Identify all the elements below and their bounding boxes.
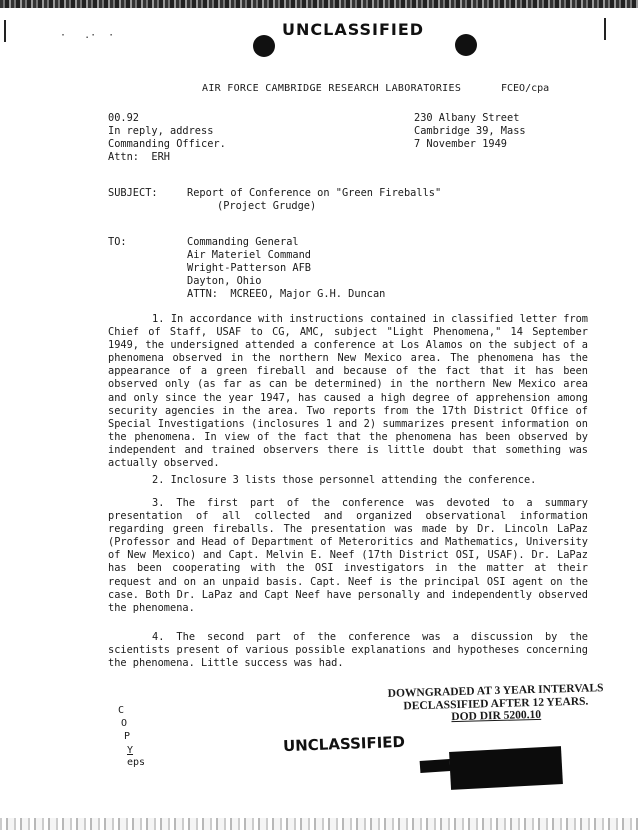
scan-edge-top (0, 0, 638, 8)
addressee-line-2: Air Materiel Command (187, 249, 311, 261)
paragraph-2 (108, 474, 588, 487)
commanding-officer-line: Commanding Officer. (108, 138, 226, 150)
copy-letter-p: P (124, 731, 131, 742)
downgrade-line-3: DOD DIR 5200.10 (451, 708, 542, 724)
scan-mark-right (604, 18, 606, 40)
reply-address-line: In reply, address (108, 125, 214, 137)
paragraph-4 (108, 631, 588, 670)
subject-label: SUBJECT: (108, 187, 158, 199)
redaction-block (449, 746, 563, 790)
addressee-line-4: Dayton, Ohio (187, 275, 262, 287)
downgrade-stamp (388, 682, 605, 725)
punch-hole-right (455, 34, 477, 56)
scan-edge-bottom (0, 818, 638, 830)
attn-line: Attn: ERH (108, 151, 170, 163)
redaction-block-small (420, 759, 451, 773)
paragraph-3 (108, 497, 588, 615)
downgrade-line-2: DECLASSIFIED AFTER 12 YEARS. (403, 695, 589, 712)
to-label: TO: (108, 236, 127, 248)
scan-specks: · .· · (60, 30, 115, 41)
paragraph-1 (108, 313, 588, 470)
paragraph-3-text: 3. The first part of the conference was devoted to a summary presentation of all collected and organized observational information regarding green fireballs. The presentation was made by Dr. Lincoln LaPaz (Professor and Head of Department of Meteroritics and Mathematics, University of New Mexico) and Capt. Melvin E. Neef (17th District OSI, USAF). Dr. LaPaz has been cooperating with the OSI investigators in the matter at their request and on an unpaid basis. Capt. Neef is the principal OSI agent on the case. Both Dr. LaPaz and Capt Neef have personally and independently observed the phenomena. (108, 497, 588, 614)
classification-stamp-bottom: UNCLASSIFIED (282, 732, 406, 756)
copy-letter-o: O (121, 718, 128, 729)
subject-line-1: Report of Conference on "Green Fireballs" (187, 187, 442, 199)
addressee-line-3: Wright-Patterson AFB (187, 262, 311, 274)
copy-letter-y: Y (127, 745, 134, 756)
paragraph-4-text: 4. The second part of the conference was a discussion by the scientists present of various possible explanations and hypotheses concerning the phenomena. Little success was had. (108, 631, 588, 670)
classification-stamp-top: UNCLASSIFIED (282, 20, 425, 39)
addressee-line-1: Commanding General (187, 236, 299, 248)
typist-initials: eps (127, 757, 146, 768)
copy-letter-c: C (118, 705, 125, 716)
downgrade-line-1: DOWNGRADED AT 3 YEAR INTERVALS (387, 682, 604, 700)
punch-hole-left (253, 35, 275, 57)
addressee-line-5: ATTN: MCREEO, Major G.H. Duncan (187, 288, 386, 300)
office-code: FCEO/cpa (501, 83, 550, 94)
ref-number: 00.92 (108, 112, 139, 124)
scan-mark-left (4, 20, 6, 42)
street-address: 230 Albany Street (414, 112, 520, 124)
paragraph-2-text: 2. Inclosure 3 lists those personnel attending the conference. (152, 474, 537, 486)
letterhead-org: AIR FORCE CAMBRIDGE RESEARCH LABORATORIES (202, 83, 462, 94)
city-address: Cambridge 39, Mass (414, 125, 526, 137)
subject-line-2: (Project Grudge) (217, 200, 317, 212)
paragraph-1-text: 1. In accordance with instructions contained in classified letter from Chief of Staff, USAF to CG, AMC, subject "Light Phenomena," 14 September 1949, the undersigned attended a conference at Los Alamos on the subject of a phenomena observed in the northern New Mexico area. The phenomena has the appearance of a green fireball and because of the fact that it has been observed only (as far as can be determined) in the northern New Mexico area and only since the year 1947, has caused a high degree of apprehension among security agencies in the area. Two reports from the 17th District Office of Special Investigations (inclosures 1 and 2) summarizes present information on the phenomena. In view of the fact that the phenomena has been observed by independent and trained observers there is little doubt that something was actually observed. (108, 313, 588, 470)
letter-date: 7 November 1949 (414, 138, 507, 150)
